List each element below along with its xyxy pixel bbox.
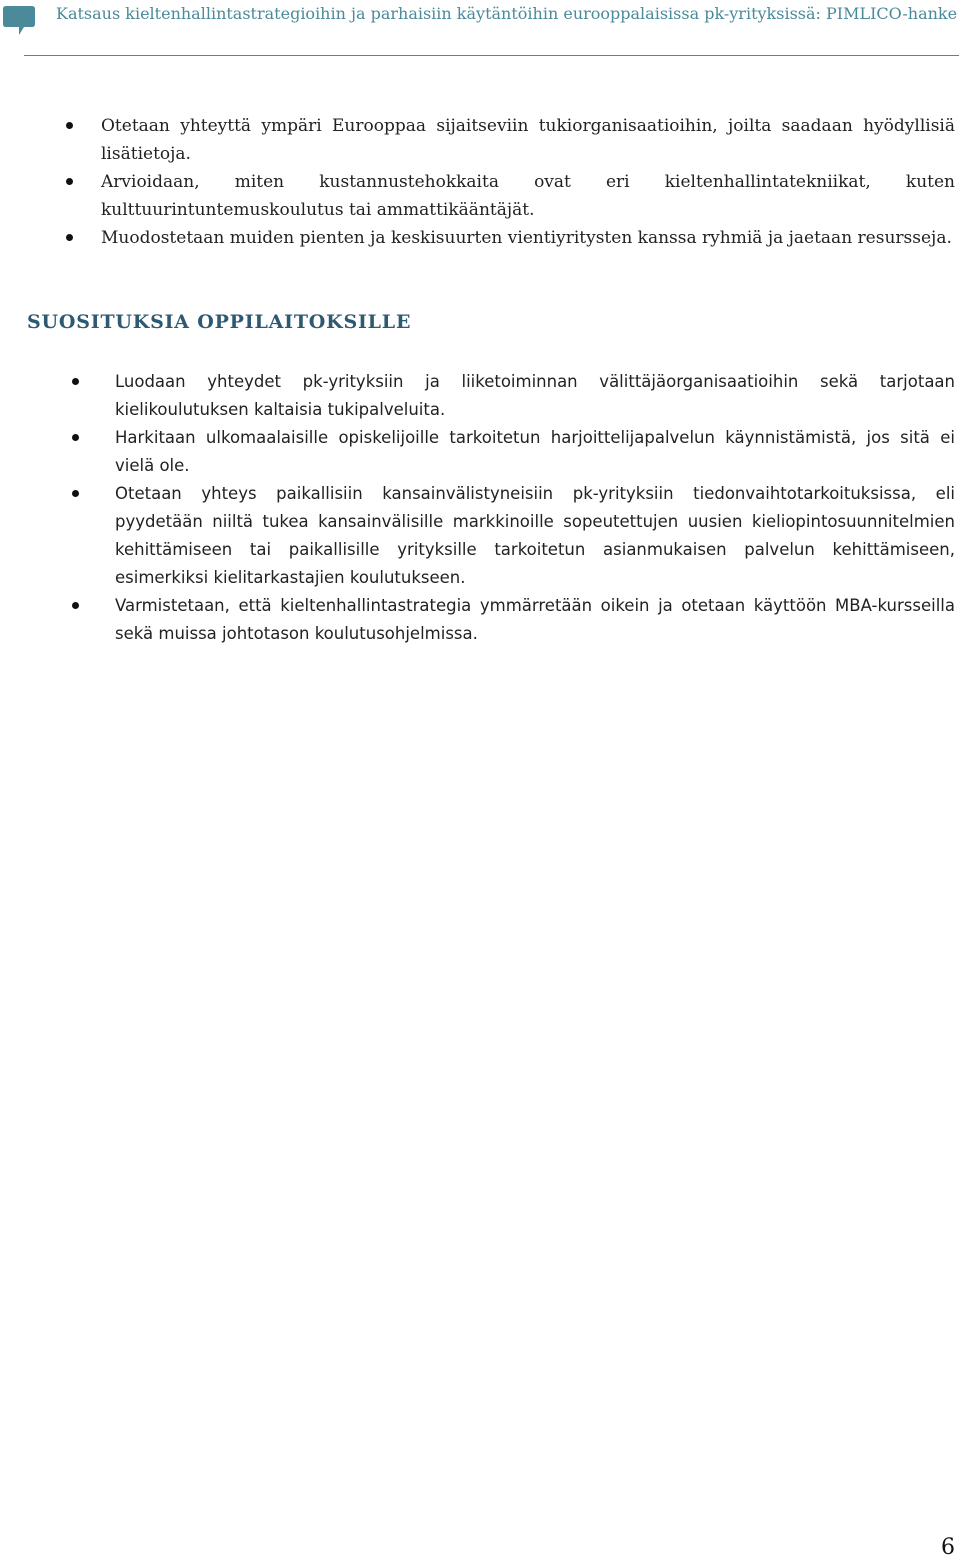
bullet-icon: [66, 178, 73, 185]
section-heading: SUOSITUKSIA OPPILAITOKSILLE: [27, 311, 412, 333]
recommendation-list-2: [115, 368, 955, 648]
recommendation-list-1: [101, 112, 955, 252]
list-item: Varmistetaan, että kieltenhallintastrategia ymmärretään oikein ja otetaan käyttöön MBA-kursseilla sekä muissa johtotason koulutusohjelmissa.: [115, 592, 955, 648]
header-divider: [24, 55, 959, 56]
page-number: 6: [941, 1535, 955, 1560]
bullet-icon: [66, 234, 73, 241]
bullet-icon: [72, 378, 79, 385]
list-item: Luodaan yhteydet pk-yrityksiin ja liiketoiminnan välittäjäorganisaatioihin sekä tarjotaan kielikoulutuksen kaltaisia tukipalveluita.: [115, 368, 955, 424]
bullet-icon: [72, 602, 79, 609]
speech-bubble-icon: [2, 4, 36, 36]
list-item: Otetaan yhteys paikallisiin kansainvälistyneisiin pk-yrityksiin tiedonvaihtotarkoituksissa, eli pyydetään niiltä tukea kansainvälisille markkinoille sopeutettujen uusien kieliopintosuunnitelmien kehittämiseen tai paikallisille yrityksille tarkoitetun asianmukaisen palvelun kehittämiseen, esimerkiksi kielitarkastajien koulutukseen.: [115, 480, 955, 592]
list-item: Muodostetaan muiden pienten ja keskisuurten vientiyritysten kanssa ryhmiä ja jaetaan resursseja.: [101, 224, 955, 252]
list-item: Arvioidaan, miten kustannustehokkaita ovat eri kieltenhallintatekniikat, kuten kulttuurintuntemuskoulutus tai ammattikääntäjät.: [101, 168, 955, 224]
bullet-icon: [72, 434, 79, 441]
bullet-icon: [72, 490, 79, 497]
bullet-icon: [66, 122, 73, 129]
page-header: [0, 0, 960, 58]
list-item: Harkitaan ulkomaalaisille opiskelijoille tarkoitetun harjoittelijapalvelun käynnistämistä, jos sitä ei vielä ole.: [115, 424, 955, 480]
header-title: Katsaus kieltenhallintastrategioihin ja parhaisiin käytäntöihin eurooppalaisissa pk-yrityksissä: PIMLICO-hanke: [56, 4, 958, 23]
list-item: Otetaan yhteyttä ympäri Eurooppaa sijaitseviin tukiorganisaatioihin, joilta saadaan hyödyllisiä lisätietoja.: [101, 112, 955, 168]
